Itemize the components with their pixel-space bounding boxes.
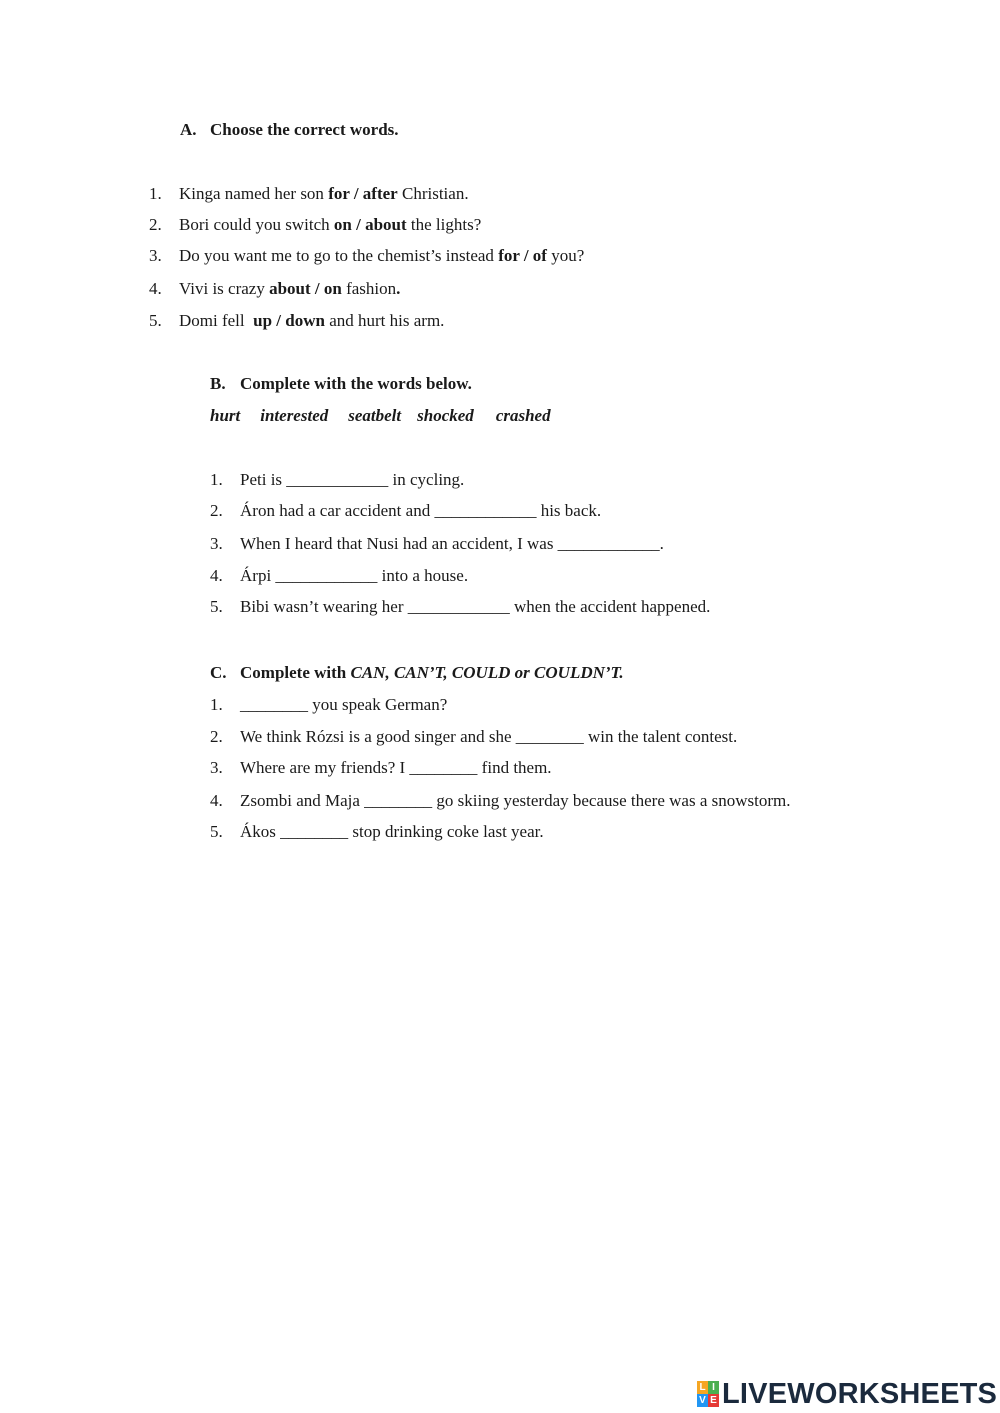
section-c-item-1-number: 1. bbox=[210, 695, 223, 714]
section-c-item-2[interactable]: We think Rózsi is a good singer and she ________ win the talent contest. bbox=[240, 727, 738, 746]
section-c-title-modals: CAN, CAN’T, COULD or COULDN’T. bbox=[350, 663, 624, 682]
section-c-letter: C. bbox=[210, 663, 227, 682]
liveworksheets-logo-icon bbox=[697, 1381, 719, 1407]
section-a-item-2-number: 2. bbox=[149, 215, 162, 234]
section-c-item-4-number: 4. bbox=[210, 791, 223, 810]
item-text: Do you want me to go to the chemist’s instead bbox=[179, 246, 499, 265]
item-text: Bori could you switch bbox=[179, 215, 334, 234]
item-text: the lights? bbox=[406, 215, 482, 234]
section-a-item-1 bbox=[179, 183, 469, 205]
word-bank-item: seatbelt bbox=[348, 406, 402, 425]
choice-option[interactable]: about / on bbox=[269, 279, 342, 298]
liveworksheets-logo-text: LIVEWORKSHEETS bbox=[722, 1378, 998, 1410]
section-c-item-5-number: 5. bbox=[210, 822, 223, 841]
section-a-item-3 bbox=[179, 245, 584, 267]
choice-option[interactable]: for / of bbox=[498, 246, 547, 265]
item-text: you? bbox=[546, 246, 585, 265]
item-text: Vivi is crazy bbox=[179, 279, 270, 298]
logo-mark-v: V bbox=[697, 1394, 708, 1407]
section-b-item-3[interactable]: When I heard that Nusi had an accident, I was ____________. bbox=[240, 534, 664, 553]
logo-mark-i: I bbox=[708, 1381, 719, 1394]
word-bank bbox=[210, 405, 551, 427]
section-b-letter: B. bbox=[210, 374, 226, 393]
section-b-item-1-number: 1. bbox=[210, 470, 223, 489]
section-a-item-1-number: 1. bbox=[149, 184, 162, 203]
section-c-title bbox=[240, 662, 624, 684]
item-text: and hurt his arm. bbox=[324, 311, 445, 330]
section-b-title: Complete with the words below. bbox=[240, 374, 472, 393]
section-c-item-5[interactable]: Ákos ________ stop drinking coke last year. bbox=[240, 822, 544, 841]
section-a-item-3-number: 3. bbox=[149, 246, 162, 265]
item-text: fashion bbox=[341, 279, 397, 298]
section-a-title: Choose the correct words. bbox=[210, 120, 399, 139]
section-c-item-3[interactable]: Where are my friends? I ________ find them. bbox=[240, 758, 552, 777]
section-b-item-5[interactable]: Bibi wasn’t wearing her ____________ when the accident happened. bbox=[240, 597, 711, 616]
word-bank-item: interested bbox=[260, 406, 329, 425]
section-c-item-3-number: 3. bbox=[210, 758, 223, 777]
section-c-title-prefix: Complete with bbox=[240, 663, 351, 682]
word-bank-item: crashed bbox=[495, 406, 551, 425]
item-text: Kinga named her son bbox=[179, 184, 329, 203]
section-a-item-4 bbox=[179, 278, 400, 300]
choice-option[interactable]: on / about bbox=[333, 215, 407, 234]
section-b-item-4-number: 4. bbox=[210, 566, 223, 585]
word-bank-item: hurt bbox=[210, 406, 241, 425]
logo-mark-e: E bbox=[708, 1394, 719, 1407]
section-b-item-2[interactable]: Áron had a car accident and ____________ his back. bbox=[240, 501, 602, 520]
liveworksheets-logo bbox=[697, 1378, 997, 1410]
section-a-item-5 bbox=[179, 310, 444, 332]
section-b-item-2-number: 2. bbox=[210, 501, 223, 520]
item-text: Christian. bbox=[397, 184, 469, 203]
section-b-item-5-number: 5. bbox=[210, 597, 223, 616]
item-text: . bbox=[396, 279, 401, 298]
section-b-item-1[interactable]: Peti is ____________ in cycling. bbox=[240, 470, 465, 489]
word-bank-item: shocked bbox=[417, 406, 474, 425]
item-text: Domi fell bbox=[179, 311, 254, 330]
choice-option[interactable]: up / down bbox=[253, 311, 325, 330]
section-c-item-2-number: 2. bbox=[210, 727, 223, 746]
section-a-item-4-number: 4. bbox=[149, 279, 162, 298]
choice-option[interactable]: for / after bbox=[328, 184, 398, 203]
section-c-item-1[interactable]: ________ you speak German? bbox=[240, 695, 448, 714]
section-b-item-4[interactable]: Árpi ____________ into a house. bbox=[240, 566, 469, 585]
section-c-item-4[interactable]: Zsombi and Maja ________ go skiing yesterday because there was a snowstorm. bbox=[240, 791, 791, 810]
section-b-item-3-number: 3. bbox=[210, 534, 223, 553]
section-a-letter: A. bbox=[180, 120, 197, 139]
logo-mark-l: L bbox=[697, 1381, 708, 1394]
section-a-item-2 bbox=[179, 214, 481, 236]
section-a-item-5-number: 5. bbox=[149, 311, 162, 330]
